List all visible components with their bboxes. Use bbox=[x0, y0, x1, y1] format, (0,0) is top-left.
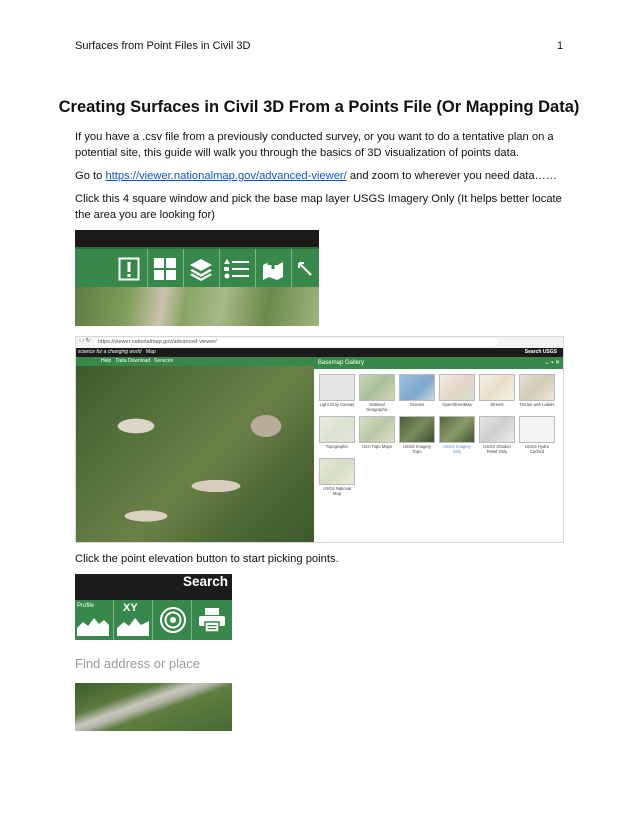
profile-tool-icon bbox=[75, 600, 114, 640]
browser-url: https://viewer.nationalmap.gov/advanced-viewer/ bbox=[94, 338, 498, 346]
basemap-tile: OpenStreetMap bbox=[439, 374, 475, 407]
page-title: Creating Surfaces in Civil 3D From a Points File (Or Mapping Data) bbox=[58, 98, 580, 116]
basemap-tile: USGS Hydro Cached bbox=[519, 416, 555, 454]
print-icon bbox=[192, 600, 232, 640]
add-data-icon bbox=[255, 249, 292, 289]
basemap-tile: USGS Imagery Topo bbox=[399, 416, 435, 454]
viewer-link[interactable]: https://viewer.nationalmap.gov/advanced-viewer/ bbox=[105, 170, 347, 182]
basemap-tile: USA Topo Maps bbox=[359, 416, 395, 449]
basemap-gallery-panel: Basemap Gallery ⌄ ▪ ✕ Light Gray Canvas National Geographic Oceans OpenStreetMap Streets Terrain with Labels Topographic USA Topo Maps USGS Imagery Topo USGS Imagery Only USGS Shaded Relief Only USGS Hydro Cached USGS National Map bbox=[314, 357, 564, 543]
measure-icon bbox=[291, 249, 319, 289]
goto-suffix: and zoom to wherever you need data…… bbox=[346, 170, 557, 182]
elevation-tool-screenshot bbox=[75, 574, 232, 731]
basemap-tile: USGS National Map bbox=[319, 458, 355, 496]
basemap-tile: Oceans bbox=[399, 374, 435, 407]
basemap-tile: Topographic bbox=[319, 416, 355, 449]
aerial-strip bbox=[75, 683, 232, 731]
step2-paragraph: Click the point elevation button to start picking points. bbox=[75, 553, 339, 565]
app-label: Map bbox=[146, 349, 156, 355]
target-icon bbox=[153, 600, 192, 640]
basemap-tile: Streets bbox=[479, 374, 515, 407]
toolbar-screenshot bbox=[75, 230, 319, 326]
basemap-tile: National Geographic bbox=[359, 374, 395, 412]
usgs-tagline: science for a changing world bbox=[78, 349, 142, 355]
aerial-map bbox=[76, 366, 314, 543]
info-icon bbox=[111, 249, 148, 289]
intro-paragraph: If you have a .csv file from a previously conducted survey, or you want to do a tentative plan on a potential site, this guide will walk you through the basics of 3D visualization of points data. bbox=[75, 131, 554, 159]
gallery-title: Basemap Gallery bbox=[318, 360, 365, 366]
page-number: 1 bbox=[557, 40, 564, 52]
menu-services: Services bbox=[154, 358, 174, 364]
step1-paragraph: Click this 4 square window and pick the base map layer USGS Imagery Only (It helps better locate the area you are looking for) bbox=[75, 193, 562, 221]
menu-data-download: Data Download bbox=[116, 358, 151, 364]
search-label: Search bbox=[182, 574, 228, 589]
goto-paragraph bbox=[75, 168, 565, 184]
basemap-gallery-screenshot: ‹ › ↻ https://viewer.nationalmap.gov/advanced-viewer/ science for a changing world Map Search USGS Help Data Download Services Basemap Gallery ⌄ ▪ ✕ Light Gray Canvas National Geographic Oceans OpenStreetMap Streets Terrain with Labels Topographic USA Topo Maps USGS Imagery Topo USGS Imagery Only USGS Shaded Relief Only USGS Hydro Cached USGS National Map bbox=[75, 336, 564, 543]
basemap-tile: USGS Imagery Only bbox=[439, 416, 475, 454]
xy-label: XY bbox=[123, 602, 138, 614]
address-search-placeholder: Find address or place bbox=[75, 656, 201, 671]
legend-icon bbox=[219, 249, 256, 289]
basemap-gallery-icon bbox=[147, 249, 184, 289]
profile-label: Profile bbox=[77, 603, 95, 609]
menu-help: Help bbox=[101, 358, 112, 364]
search-usgs: Search USGS bbox=[524, 349, 557, 355]
goto-prefix: Go to bbox=[75, 170, 106, 182]
point-elevation-icon bbox=[114, 600, 153, 640]
basemap-tile: Terrain with Labels bbox=[519, 374, 555, 407]
basemap-tile: USGS Shaded Relief Only bbox=[479, 416, 515, 454]
layers-icon bbox=[183, 249, 220, 289]
running-header: Surfaces from Point Files in Civil 3D bbox=[75, 40, 251, 52]
basemap-tile: Light Gray Canvas bbox=[319, 374, 355, 407]
